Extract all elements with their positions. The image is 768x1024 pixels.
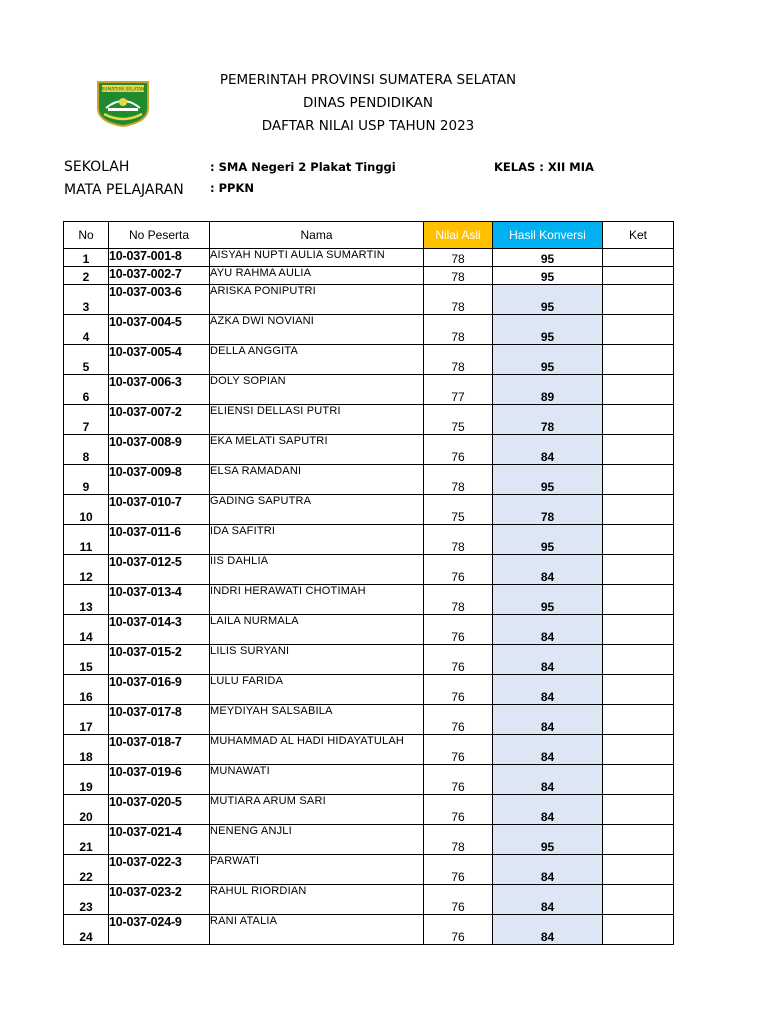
cell-konversi: 95	[493, 345, 603, 375]
cell-ket	[603, 315, 674, 345]
cell-konversi: 84	[493, 855, 603, 885]
cell-peserta: 10-037-002-7	[109, 267, 210, 285]
table-row	[64, 249, 674, 267]
cell-nama: AYU RAHMA AULIA	[210, 267, 424, 285]
cell-nama: MEYDIYAH SALSABILA	[210, 705, 424, 735]
cell-peserta: 10-037-009-8	[109, 465, 210, 495]
cell-nilai: 78	[424, 525, 493, 555]
cell-peserta: 10-037-023-2	[109, 885, 210, 915]
cell-nilai: 76	[424, 915, 493, 945]
cell-nilai: 76	[424, 855, 493, 885]
table-row	[64, 795, 674, 825]
cell-ket	[603, 555, 674, 585]
cell-nilai: 77	[424, 375, 493, 405]
cell-konversi: 84	[493, 885, 603, 915]
cell-no: 24	[64, 915, 109, 945]
cell-konversi: 84	[493, 735, 603, 765]
cell-no: 13	[64, 585, 109, 615]
cell-ket	[603, 249, 674, 267]
cell-ket	[603, 525, 674, 555]
cell-ket	[603, 495, 674, 525]
cell-peserta: 10-037-011-6	[109, 525, 210, 555]
header-line-1: PEMERINTAH PROVINSI SUMATERA SELATAN	[219, 72, 517, 88]
cell-nilai: 78	[424, 585, 493, 615]
cell-konversi: 95	[493, 825, 603, 855]
cell-peserta: 10-037-008-9	[109, 435, 210, 465]
cell-konversi: 84	[493, 435, 603, 465]
table-row	[64, 465, 674, 495]
cell-nama: LULU FARIDA	[210, 675, 424, 705]
cell-nama: PARWATI	[210, 855, 424, 885]
cell-nama: ELSA RAMADANI	[210, 465, 424, 495]
table-row	[64, 855, 674, 885]
table-row	[64, 285, 674, 315]
cell-konversi: 84	[493, 705, 603, 735]
cell-nama: DOLY SOPIAN	[210, 375, 424, 405]
cell-nama: RANI ATALIA	[210, 915, 424, 945]
cell-ket	[603, 795, 674, 825]
cell-konversi: 84	[493, 765, 603, 795]
cell-nama: GADING SAPUTRA	[210, 495, 424, 525]
cell-nama: IIS DAHLIA	[210, 555, 424, 585]
cell-nilai: 78	[424, 249, 493, 267]
table-row	[64, 345, 674, 375]
cell-peserta: 10-037-014-3	[109, 615, 210, 645]
header-line-3: DAFTAR NILAI USP TAHUN 2023	[261, 118, 475, 134]
cell-nilai: 78	[424, 315, 493, 345]
cell-konversi: 95	[493, 465, 603, 495]
cell-nama: AISYAH NUPTI AULIA SUMARTIN	[210, 249, 424, 267]
table-row	[64, 375, 674, 405]
cell-konversi: 84	[493, 615, 603, 645]
cell-konversi: 84	[493, 915, 603, 945]
cell-peserta: 10-037-010-7	[109, 495, 210, 525]
province-emblem-icon	[94, 78, 152, 128]
cell-ket	[603, 915, 674, 945]
table-row	[64, 435, 674, 465]
cell-no: 19	[64, 765, 109, 795]
table-row	[64, 765, 674, 795]
mapel-value: : PPKN	[210, 181, 254, 195]
cell-nilai: 76	[424, 735, 493, 765]
sekolah-label: SEKOLAH	[64, 159, 130, 175]
table-row	[64, 267, 674, 285]
cell-no: 18	[64, 735, 109, 765]
cell-konversi: 95	[493, 249, 603, 267]
cell-nilai: 78	[424, 345, 493, 375]
cell-no: 21	[64, 825, 109, 855]
cell-nama: ARISKA PONIPUTRI	[210, 285, 424, 315]
cell-ket	[603, 615, 674, 645]
cell-nama: LAILA NURMALA	[210, 615, 424, 645]
cell-nama: MUHAMMAD AL HADI HIDAYATULAH	[210, 735, 424, 765]
cell-konversi: 89	[493, 375, 603, 405]
cell-konversi: 78	[493, 405, 603, 435]
col-no-peserta: No Peserta	[109, 222, 210, 249]
cell-nama: EKA MELATI SAPUTRI	[210, 435, 424, 465]
table-row	[64, 915, 674, 945]
cell-nilai: 76	[424, 705, 493, 735]
cell-no: 17	[64, 705, 109, 735]
cell-ket	[603, 675, 674, 705]
table-row	[64, 555, 674, 585]
cell-no: 4	[64, 315, 109, 345]
cell-ket	[603, 435, 674, 465]
cell-peserta: 10-037-005-4	[109, 345, 210, 375]
cell-nilai: 78	[424, 465, 493, 495]
cell-no: 12	[64, 555, 109, 585]
cell-ket	[603, 267, 674, 285]
header-line-2: DINAS PENDIDIKAN	[302, 95, 434, 111]
cell-konversi: 84	[493, 795, 603, 825]
col-nama: Nama	[210, 222, 424, 249]
cell-ket	[603, 825, 674, 855]
emblem-text: SUMATERA SELATAN	[101, 86, 145, 92]
cell-peserta: 10-037-017-8	[109, 705, 210, 735]
mapel-label: MATA PELAJARAN	[64, 182, 184, 198]
cell-peserta: 10-037-006-3	[109, 375, 210, 405]
cell-nama: RAHUL RIORDIAN	[210, 885, 424, 915]
table-row	[64, 495, 674, 525]
cell-nilai: 76	[424, 795, 493, 825]
cell-nama: INDRI HERAWATI CHOTIMAH	[210, 585, 424, 615]
cell-no: 22	[64, 855, 109, 885]
col-nilai-asli: Nilai Asli	[424, 222, 493, 249]
table-row	[64, 405, 674, 435]
cell-ket	[603, 465, 674, 495]
cell-nilai: 76	[424, 765, 493, 795]
cell-nama: ELIENSI DELLASI PUTRI	[210, 405, 424, 435]
cell-no: 8	[64, 435, 109, 465]
cell-no: 9	[64, 465, 109, 495]
cell-no: 10	[64, 495, 109, 525]
cell-ket	[603, 285, 674, 315]
cell-nilai: 78	[424, 285, 493, 315]
cell-nama: IDA SAFITRI	[210, 525, 424, 555]
table-row	[64, 525, 674, 555]
cell-no: 7	[64, 405, 109, 435]
cell-nama: MUNAWATI	[210, 765, 424, 795]
cell-peserta: 10-037-016-9	[109, 675, 210, 705]
table-row	[64, 315, 674, 345]
cell-konversi: 95	[493, 285, 603, 315]
table-row	[64, 735, 674, 765]
cell-no: 1	[64, 249, 109, 267]
cell-konversi: 84	[493, 675, 603, 705]
table-row	[64, 585, 674, 615]
cell-peserta: 10-037-022-3	[109, 855, 210, 885]
table-row	[64, 615, 674, 645]
cell-peserta: 10-037-001-8	[109, 249, 210, 267]
cell-peserta: 10-037-015-2	[109, 645, 210, 675]
cell-ket	[603, 855, 674, 885]
cell-nilai: 75	[424, 405, 493, 435]
cell-nilai: 76	[424, 435, 493, 465]
cell-no: 6	[64, 375, 109, 405]
cell-nilai: 78	[424, 267, 493, 285]
cell-peserta: 10-037-021-4	[109, 825, 210, 855]
cell-no: 11	[64, 525, 109, 555]
cell-peserta: 10-037-004-5	[109, 315, 210, 345]
cell-no: 15	[64, 645, 109, 675]
cell-nama: NENENG ANJLI	[210, 825, 424, 855]
cell-peserta: 10-037-024-9	[109, 915, 210, 945]
cell-konversi: 95	[493, 585, 603, 615]
cell-ket	[603, 405, 674, 435]
cell-no: 20	[64, 795, 109, 825]
cell-ket	[603, 645, 674, 675]
cell-peserta: 10-037-013-4	[109, 585, 210, 615]
cell-nama: DELLA ANGGITA	[210, 345, 424, 375]
grade-table	[63, 221, 674, 945]
cell-peserta: 10-037-018-7	[109, 735, 210, 765]
cell-nilai: 76	[424, 885, 493, 915]
table-row	[64, 675, 674, 705]
cell-nilai: 76	[424, 555, 493, 585]
cell-no: 16	[64, 675, 109, 705]
kelas-value: KELAS : XII MIA	[494, 160, 594, 174]
cell-peserta: 10-037-003-6	[109, 285, 210, 315]
cell-no: 3	[64, 285, 109, 315]
sekolah-value: : SMA Negeri 2 Plakat Tinggi	[210, 160, 396, 174]
cell-nama: AZKA DWI NOVIANI	[210, 315, 424, 345]
cell-peserta: 10-037-020-5	[109, 795, 210, 825]
cell-no: 2	[64, 267, 109, 285]
cell-konversi: 95	[493, 525, 603, 555]
cell-konversi: 78	[493, 495, 603, 525]
cell-konversi: 84	[493, 555, 603, 585]
cell-nilai: 75	[424, 495, 493, 525]
cell-peserta: 10-037-012-5	[109, 555, 210, 585]
table-row	[64, 705, 674, 735]
cell-peserta: 10-037-007-2	[109, 405, 210, 435]
cell-ket	[603, 885, 674, 915]
col-ket: Ket	[603, 222, 674, 249]
cell-ket	[603, 375, 674, 405]
col-hasil-konversi: Hasil Konversi	[493, 222, 603, 249]
cell-ket	[603, 735, 674, 765]
cell-nama: MUTIARA ARUM SARI	[210, 795, 424, 825]
cell-ket	[603, 585, 674, 615]
cell-nilai: 76	[424, 675, 493, 705]
col-no: No	[64, 222, 109, 249]
cell-ket	[603, 705, 674, 735]
cell-no: 23	[64, 885, 109, 915]
cell-peserta: 10-037-019-6	[109, 765, 210, 795]
table-row	[64, 825, 674, 855]
cell-ket	[603, 765, 674, 795]
table-header-row	[64, 222, 674, 249]
cell-konversi: 95	[493, 315, 603, 345]
cell-no: 5	[64, 345, 109, 375]
cell-ket	[603, 345, 674, 375]
cell-nama: LILIS SURYANI	[210, 645, 424, 675]
cell-konversi: 84	[493, 645, 603, 675]
cell-konversi: 95	[493, 267, 603, 285]
cell-nilai: 76	[424, 615, 493, 645]
table-row	[64, 885, 674, 915]
cell-nilai: 76	[424, 645, 493, 675]
cell-no: 14	[64, 615, 109, 645]
table-row	[64, 645, 674, 675]
cell-nilai: 78	[424, 825, 493, 855]
